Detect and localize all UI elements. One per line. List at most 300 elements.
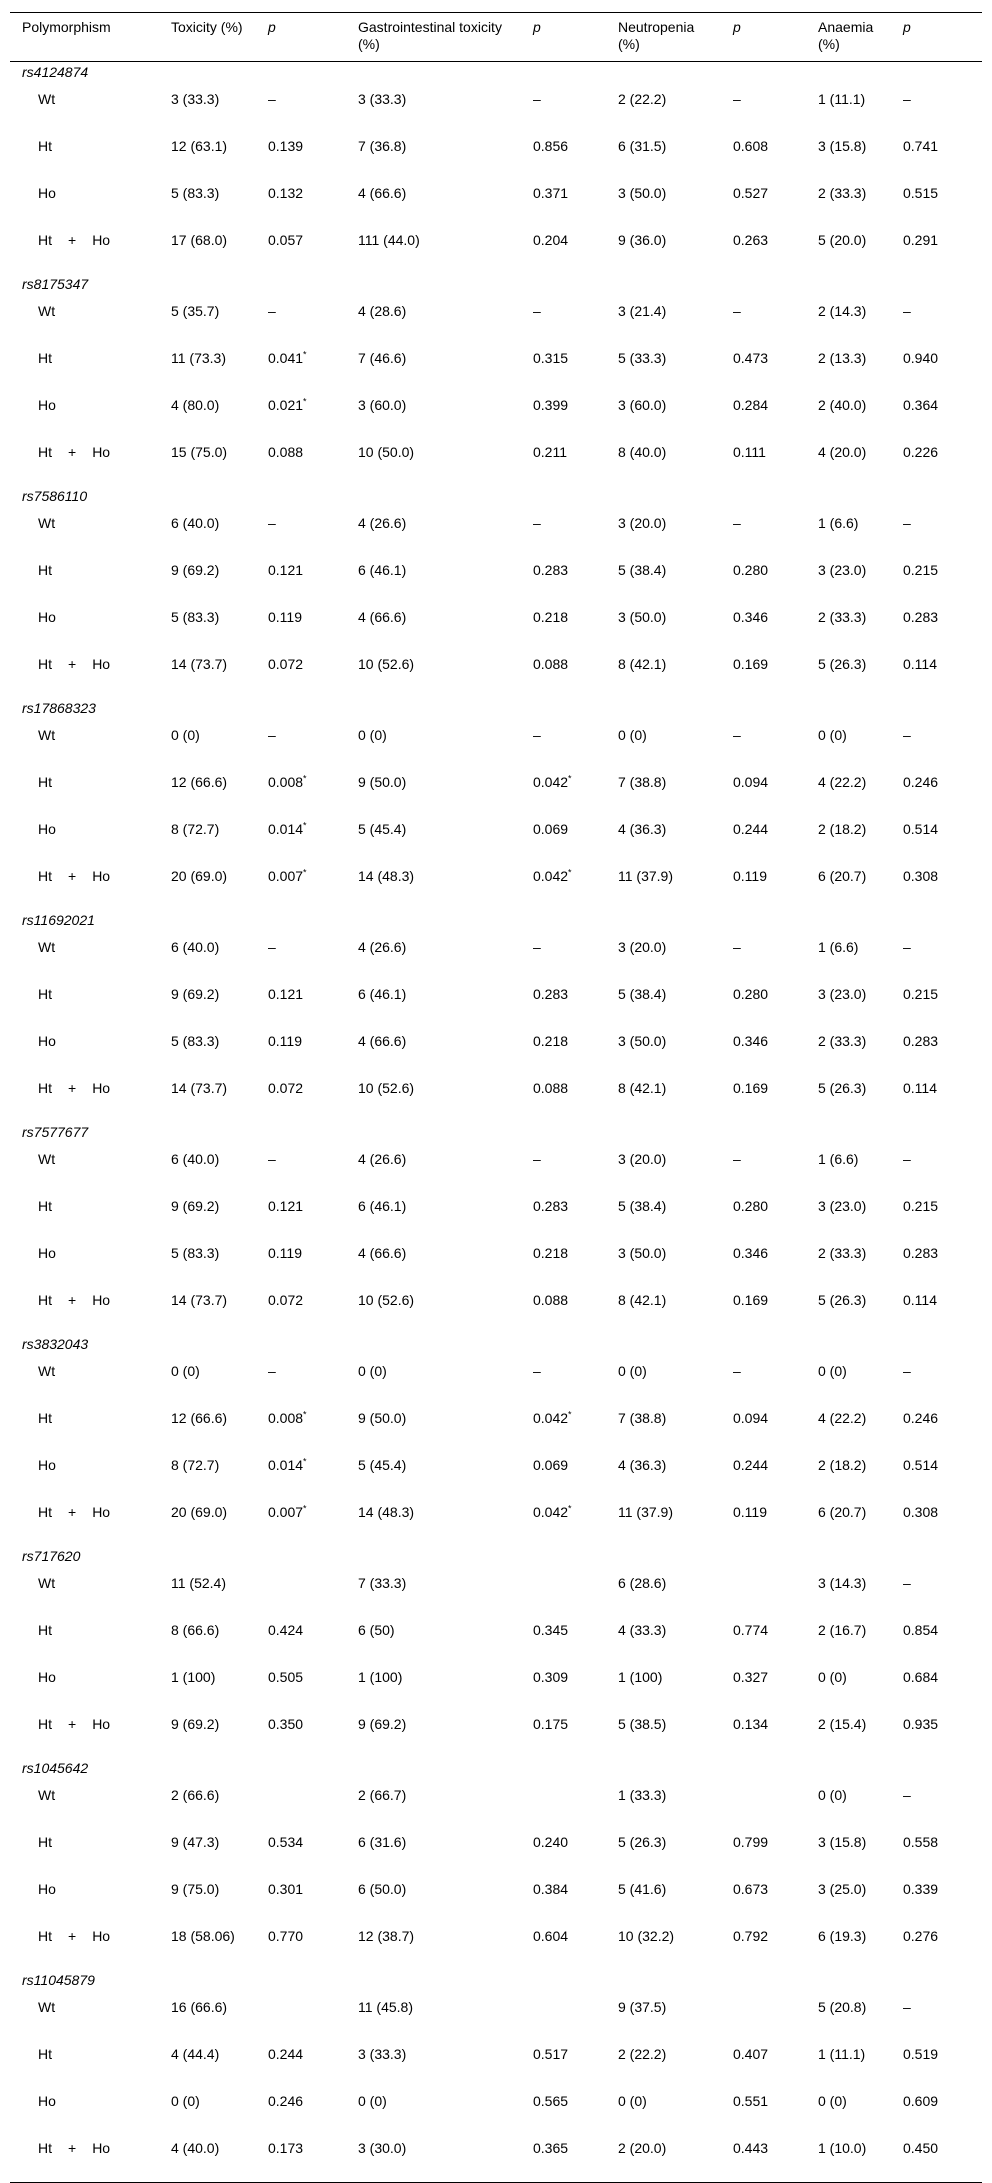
table-cell: 0.399 [533,397,569,413]
table-cell: 5 (41.6) [618,1881,667,1897]
table-cell: – [268,515,276,531]
table-cell: 0.283 [533,1198,569,1214]
table-cell: 0.283 [903,609,939,625]
table-cell: 0.121 [268,986,304,1002]
table-cell: 0 (0) [358,2093,387,2109]
table-cell: 0.283 [533,562,569,578]
table-cell [721,1994,806,2041]
table-cell: 0.283 [903,1245,939,1261]
table-cell: 0.042* [533,773,572,790]
table-cell: 0.291 [903,232,939,248]
table-cell: – [533,91,541,107]
table-cell: 0.558 [903,1834,939,1850]
table-cell: 5 (38.4) [618,562,667,578]
table-cell: 5 (35.7) [171,303,220,319]
table-cell: 5 (45.4) [358,1457,407,1473]
table-cell: 20 (69.0) [171,868,228,884]
table-cell: 4 (26.6) [358,515,407,531]
table-cell: 2 (33.3) [818,1245,867,1261]
table-cell: 0.309 [533,1669,569,1685]
table-cell: 0 (0) [818,1363,847,1379]
table-cell: 0.327 [733,1669,769,1685]
table-cell: – [533,515,541,531]
table-cell: 4 (22.2) [818,1410,867,1426]
table-cell: 0.211 [533,444,567,460]
table-cell: 6 (46.1) [358,562,407,578]
genotype-cell: Ho [38,1457,56,1473]
table-cell: 0 (0) [818,1669,847,1685]
polymorphism-group-label: rs11692021 [22,912,95,928]
table-cell: 3 (33.3) [358,2046,407,2062]
table-cell: – [903,515,911,531]
table-cell: 4 (44.4) [171,2046,220,2062]
table-row [10,1876,982,1923]
table-cell: 0.280 [733,1198,769,1214]
group-row [10,1334,982,1358]
group-row [10,486,982,510]
table-cell: 0.119 [268,609,302,625]
group-row [10,1122,982,1146]
table-cell: 0.741 [903,138,939,154]
table-row [10,1028,982,1075]
table-cell: 5 (26.3) [818,1292,867,1308]
table-cell: 7 (33.3) [358,1575,407,1591]
table-cell: 0.514 [903,1457,939,1473]
table-cell: 0.339 [903,1881,939,1897]
table-row [10,1711,982,1758]
table-cell: 5 (83.3) [171,1245,220,1261]
table-cell: 0.121 [268,1198,304,1214]
table-cell: 9 (47.3) [171,1834,220,1850]
table-cell: 2 (33.3) [818,609,867,625]
table-cell: – [268,1363,276,1379]
polymorphism-group-label: rs7586110 [22,488,88,504]
table-cell: 2 (15.4) [818,1716,867,1732]
table-cell: 2 (33.3) [818,185,867,201]
genotype-cell: Ht [38,2046,52,2062]
genotype-cell: Ho [38,2093,56,2109]
table-cell: 5 (38.4) [618,1198,667,1214]
table-cell: 5 (83.3) [171,1033,220,1049]
header-row [10,13,982,62]
table-cell: 9 (69.2) [171,1716,220,1732]
table-cell: 0.856 [533,138,569,154]
table-cell: 3 (23.0) [818,562,867,578]
table-cell: 5 (20.8) [818,1999,867,2015]
table-cell: – [903,1787,911,1803]
table-cell: 0.204 [533,232,569,248]
table-cell: 0.673 [733,1881,769,1897]
group-row [10,1758,982,1782]
genotype-cell: Ht [38,562,52,578]
table-cell: 3 (15.8) [818,138,867,154]
genotype-cell: Ht + Ho [10,2135,159,2182]
table-cell: 0.280 [733,986,769,1002]
table-cell: 12 (66.6) [171,1410,228,1426]
table-cell: 0.042* [533,867,572,884]
table-cell: 5 (38.5) [618,1716,667,1732]
header-cell: Polymorphism [10,13,159,62]
table-cell: – [533,1151,541,1167]
table-cell: 0.345 [533,1622,569,1638]
table-cell [721,1570,806,1617]
table-cell: 2 (40.0) [818,397,867,413]
table-cell: 20 (69.0) [171,1504,228,1520]
table-cell: 0 (0) [618,727,647,743]
table-cell: 0.244 [733,821,769,837]
table-cell: 0 (0) [818,2093,847,2109]
table-cell: 0.042* [533,1503,572,1520]
table-cell: 0.169 [733,656,769,672]
table-row [10,1146,982,1193]
table-cell [256,1570,346,1617]
table-cell: 0.088 [533,656,569,672]
table-row [10,557,982,604]
table-cell: – [903,939,911,955]
table-cell: 0.244 [268,2046,304,2062]
table-cell: 3 (15.8) [818,1834,867,1850]
table-cell: 0.450 [891,2135,982,2182]
polymorphism-group-label: rs7577677 [22,1124,89,1140]
table-cell: 5 (33.3) [618,350,667,366]
genotype-cell: Wt [38,939,56,955]
table-cell: 10 (32.2) [618,1928,675,1944]
table-cell: 3 (50.0) [618,1033,667,1049]
table-row [10,392,982,439]
genotype-cell: Ht + Ho [38,1716,111,1732]
table-cell: 6 (50) [358,1622,395,1638]
genotype-cell: Wt [38,1575,56,1591]
table-cell: 0.094 [733,774,769,790]
table-cell: – [733,91,741,107]
table-cell: 4 (36.3) [618,821,667,837]
table-cell: 14 (48.3) [358,868,415,884]
table-cell: 3 (30.0) [346,2135,521,2182]
table-cell: 0.565 [533,2093,569,2109]
table-cell: 2 (13.3) [818,350,867,366]
table-cell: 2 (18.2) [818,821,867,837]
genotype-cell: Wt [38,1787,56,1803]
table-cell: 9 (69.2) [171,562,220,578]
table-cell: 1 (100) [171,1669,216,1685]
table-cell [521,1570,606,1617]
table-cell: 0.119 [733,868,767,884]
table-cell: 5 (45.4) [358,821,407,837]
table-cell: 7 (38.8) [618,774,667,790]
table-row [10,180,982,227]
table-cell: – [903,303,911,319]
polymorphism-group-label: rs3832043 [22,1336,89,1352]
table-cell: 1 (6.6) [818,939,859,955]
table-cell: 4 (28.6) [358,303,407,319]
table-cell: 0 (0) [618,2093,647,2109]
table-cell: 0.218 [533,609,569,625]
table-cell: 2 (16.7) [818,1622,867,1638]
table-cell: 1 (6.6) [818,515,859,531]
table-cell: 0.284 [733,397,769,413]
table-cell: 6 (46.1) [358,1198,407,1214]
table-row [10,1829,982,1876]
table-row [10,1358,982,1405]
table-cell: 1 (10.0) [806,2135,891,2182]
genotype-cell: Ht [38,986,52,1002]
header-cell: p [721,13,806,62]
table-cell: 0.315 [533,350,569,366]
table-cell: 6 (40.0) [171,1151,220,1167]
table-cell: 9 (36.0) [618,232,667,248]
genotype-cell: Ho [38,185,56,201]
table-cell: 0.308 [903,1504,939,1520]
table-cell: 0.515 [903,185,939,201]
table-row [10,1075,982,1122]
table-cell: 10 (52.6) [358,1292,415,1308]
table-cell: – [268,727,276,743]
table-cell: 4 (66.6) [358,1245,407,1261]
genotype-cell: Ht [38,138,52,154]
table-cell: 1 (11.1) [818,91,866,107]
table-row [10,722,982,769]
header-cell: p [521,13,606,62]
table-cell: 0 (0) [171,1363,200,1379]
table-cell: 6 (28.6) [618,1575,667,1591]
table-cell: 12 (38.7) [358,1928,415,1944]
table-cell: – [903,1363,911,1379]
table-cell: – [733,1151,741,1167]
table-cell: 0.069 [533,1457,569,1473]
table-cell [521,1782,606,1829]
table-cell: 0.283 [533,986,569,1002]
table-cell: – [533,727,541,743]
table-cell: 0.088 [268,444,304,460]
table-cell: – [268,939,276,955]
table-cell: 3 (33.3) [171,91,220,107]
table-cell: 0.173 [256,2135,346,2182]
table-cell: 0.215 [903,562,939,578]
table-cell: 10 (50.0) [358,444,415,460]
table-cell: 3 (20.0) [618,515,667,531]
table-cell: 11 (73.3) [171,350,226,366]
table-cell: 5 (20.0) [818,232,867,248]
table-cell: 6 (31.6) [358,1834,407,1850]
polymorphism-group-label: rs17868323 [22,700,96,716]
table-cell: 0 (0) [171,2093,200,2109]
table-cell: – [903,1999,911,2015]
table-cell: 3 (50.0) [618,185,667,201]
genotype-cell: Ht [38,1622,52,1638]
table-cell: 0.021* [268,396,307,413]
genotype-cell: Ho [38,1881,56,1897]
table-cell: 0.505 [268,1669,304,1685]
genotype-cell: Ht + Ho [38,1928,111,1944]
table-cell: 9 (75.0) [171,1881,220,1897]
table-cell: 3 (60.0) [618,397,667,413]
table-cell: 6 (31.5) [618,138,667,154]
table-cell: 6 (19.3) [818,1928,867,1944]
table-cell: 0.407 [733,2046,769,2062]
table-cell: 3 (14.3) [818,1575,867,1591]
table-cell: 14 (73.7) [171,656,228,672]
table-cell: 0.283 [903,1033,939,1049]
table-cell: 5 (83.3) [171,185,220,201]
table-cell: 5 (83.3) [171,609,220,625]
genotype-cell: Ht + Ho [38,868,111,884]
table-cell: 0.424 [268,1622,304,1638]
table-row [10,1923,982,1970]
genotype-cell: Ht + Ho [38,1292,111,1308]
genotype-cell: Wt [38,727,56,743]
table-cell: 0 (0) [358,1363,387,1379]
genotype-cell: Ht + Ho [38,444,111,460]
table-cell: 8 (72.7) [171,1457,220,1473]
table-cell: 9 (37.5) [618,1999,667,2015]
group-row [10,1546,982,1570]
table-cell: 3 (25.0) [818,1881,867,1897]
table-cell: 4 (40.0) [159,2135,256,2182]
table-cell: 7 (38.8) [618,1410,667,1426]
table-row [10,1405,982,1452]
table-cell: 0.244 [733,1457,769,1473]
table-cell: 0.935 [903,1716,939,1732]
table-cell: 0.240 [533,1834,569,1850]
table-cell: 0.517 [533,2046,569,2062]
table-cell: 9 (50.0) [358,774,407,790]
table-cell: 0.608 [733,138,769,154]
table-row [10,863,982,910]
table-cell: 3 (21.4) [618,303,667,319]
genotype-cell: Ht [38,1198,52,1214]
genotype-cell: Ho [38,609,56,625]
table-cell: 1 (100) [618,1669,663,1685]
table-cell: 12 (66.6) [171,774,228,790]
table-cell: 0.072 [268,656,304,672]
table-cell: 0.069 [533,821,569,837]
genotype-cell: Ht [38,1410,52,1426]
table-row [10,1452,982,1499]
table-cell: 0 (0) [818,1787,847,1803]
genotype-cell: Ho [38,821,56,837]
table-cell: 0.014* [268,820,307,837]
polymorphism-group-label: rs8175347 [22,276,89,292]
table-cell: 9 (50.0) [358,1410,407,1426]
table-cell: 0.072 [268,1080,304,1096]
table-cell: 0.218 [533,1245,569,1261]
table-cell: 0.072 [268,1292,304,1308]
table-cell: 0.551 [733,2093,769,2109]
table-cell: 0.799 [733,1834,769,1850]
table-cell: 2 (14.3) [818,303,867,319]
table-row [10,2041,982,2088]
table-cell: 4 (36.3) [618,1457,667,1473]
table-cell: – [733,303,741,319]
genotype-cell: Ht + Ho [38,1504,111,1520]
header-cell: p [256,13,346,62]
table-cell: 0.175 [533,1716,569,1732]
table-cell: 0.280 [733,562,769,578]
table-cell: – [903,727,911,743]
table-cell: 0.604 [533,1928,569,1944]
table-row [10,934,982,981]
table-cell: 0.684 [903,1669,939,1685]
table-cell: 6 (20.7) [818,868,867,884]
table-cell: – [733,939,741,955]
table-row [10,1240,982,1287]
genotype-cell: Ht [38,350,52,366]
genotype-cell: Ht + Ho [38,1080,111,1096]
table-cell: 8 (72.7) [171,821,220,837]
table-cell: 0.218 [533,1033,569,1049]
table-row [10,510,982,557]
table-cell: 0.008* [268,773,307,790]
table-row [10,2088,982,2135]
table-cell: 0.473 [733,350,769,366]
group-row [10,1970,982,1994]
table-cell: 0.119 [733,1504,767,1520]
table-cell [256,1994,346,2041]
table-row [10,1782,982,1829]
table-row [10,1664,982,1711]
table-cell: 0.246 [268,2093,304,2109]
table-cell: 3 (50.0) [618,1245,667,1261]
table-cell: 2 (20.0) [606,2135,721,2182]
table-cell: 0.114 [903,1292,937,1308]
table-cell: 0.088 [533,1080,569,1096]
table-cell: 9 (69.2) [171,1198,220,1214]
header-cell: Anaemia (%) [806,13,891,62]
table-cell: 0.514 [903,821,939,837]
table-row [10,816,982,863]
table-row [10,1499,982,1546]
table-row [10,298,982,345]
header-cell: Neutropenia (%) [606,13,721,62]
table-cell: 0.042* [533,1409,572,1426]
table-cell: 0.119 [268,1033,302,1049]
table-cell: 3 (60.0) [358,397,407,413]
table-cell [521,1994,606,2041]
genotype-cell: Ho [38,1669,56,1685]
table-cell: 5 (26.3) [618,1834,667,1850]
table-cell: 2 (66.7) [358,1787,407,1803]
table-cell: 0.007* [268,867,307,884]
table-cell: 2 (22.2) [618,91,667,107]
table-cell: 5 (26.3) [818,1080,867,1096]
group-row [10,910,982,934]
table-cell: 12 (63.1) [171,138,228,154]
table-cell: 9 (69.2) [358,1716,407,1732]
table-cell: 0.534 [268,1834,304,1850]
genotype-cell: Ho [38,397,56,413]
genotype-cell: Ho [38,1245,56,1261]
table-cell: 0.443 [721,2135,806,2182]
table-cell: 4 (66.6) [358,185,407,201]
table-cell: 8 (42.1) [618,1292,667,1308]
table-cell: – [733,1363,741,1379]
table-cell: 0.119 [268,1245,302,1261]
table-cell: 4 (22.2) [818,774,867,790]
table-cell: 11 (37.9) [618,1504,673,1520]
table-cell: – [533,303,541,319]
table-cell: 0.940 [903,350,939,366]
group-row [10,62,982,87]
table-cell: – [733,727,741,743]
table-cell: 0.770 [268,1928,304,1944]
table-cell: 14 (73.7) [171,1292,228,1308]
table-row [10,439,982,486]
table-cell: 3 (20.0) [618,1151,667,1167]
table-cell: 8 (42.1) [618,1080,667,1096]
table-cell: – [268,1151,276,1167]
table-cell: 0 (0) [358,727,387,743]
table-cell: 0.246 [903,1410,939,1426]
